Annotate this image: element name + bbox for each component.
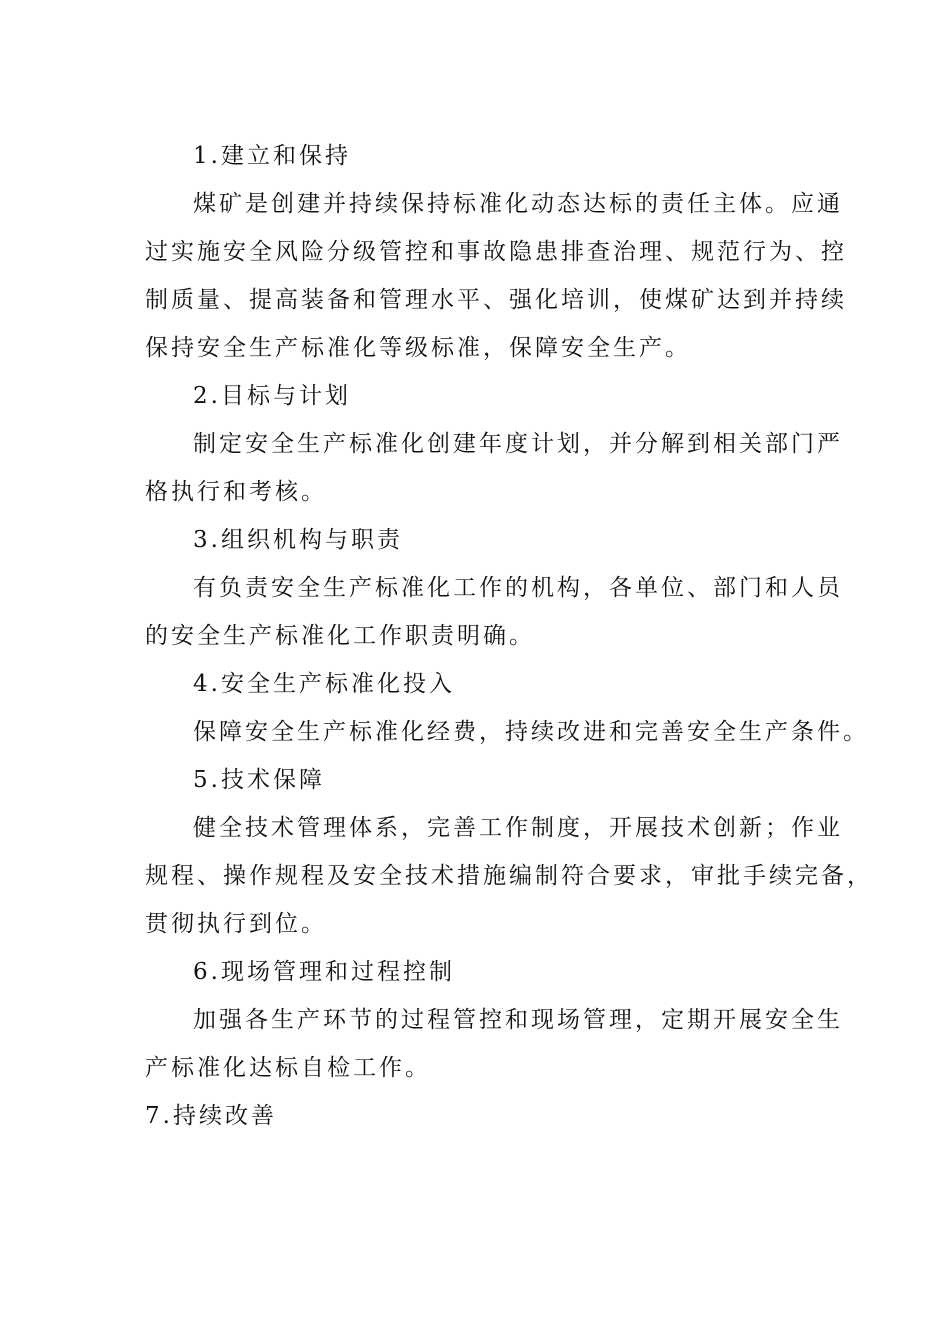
paragraph-line: 煤矿是创建并持续保持标准化动态达标的责任主体。应通	[193, 191, 843, 217]
section-heading-2: 2.目标与计划	[193, 383, 351, 409]
section-heading-3: 3.组织机构与职责	[193, 527, 403, 553]
paragraph-line: 过实施安全风险分级管控和事故隐患排查治理、规范行为、控	[145, 239, 847, 265]
paragraph-line: 保持安全生产标准化等级标准，保障安全生产。	[145, 335, 691, 361]
section-heading-5: 5.技术保障	[193, 767, 325, 793]
section-heading-7: 7.持续改善	[145, 1103, 277, 1129]
section-heading-4: 4.安全生产标准化投入	[193, 671, 455, 697]
paragraph-line: 健全技术管理体系，完善工作制度，开展技术创新；作业	[193, 815, 843, 841]
paragraph-line: 格执行和考核。	[145, 479, 327, 505]
paragraph-line: 有负责安全生产标准化工作的机构，各单位、部门和人员	[193, 575, 843, 601]
paragraph-line: 贯彻执行到位。	[145, 911, 327, 937]
paragraph-line: 制定安全生产标准化创建年度计划，并分解到相关部门严	[193, 431, 843, 457]
paragraph-line: 的安全生产标准化工作职责明确。	[145, 623, 535, 649]
paragraph-line: 产标准化达标自检工作。	[145, 1055, 431, 1081]
paragraph-line: 制质量、提高装备和管理水平、强化培训，使煤矿达到并持续	[145, 287, 847, 313]
section-heading-6: 6.现场管理和过程控制	[193, 959, 455, 985]
section-heading-1: 1.建立和保持	[193, 143, 351, 169]
paragraph-line: 加强各生产环节的过程管控和现场管理，定期开展安全生	[193, 1007, 843, 1033]
paragraph-line: 保障安全生产标准化经费，持续改进和完善安全生产条件。	[193, 719, 869, 745]
paragraph-line: 规程、操作规程及安全技术措施编制符合要求，审批手续完备，	[145, 863, 873, 889]
